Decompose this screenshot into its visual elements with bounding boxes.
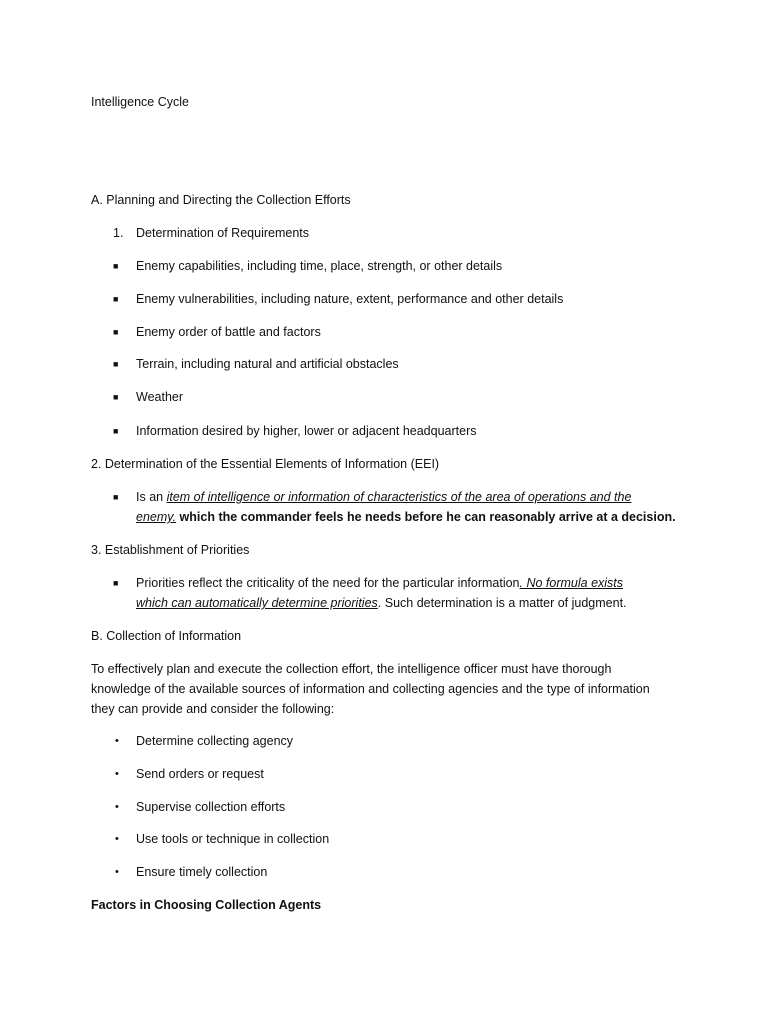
priorities-rest: . Such determination is a matter of judgment. [377, 596, 627, 610]
dot-bullet-icon: • [115, 768, 119, 780]
dot-bullet-icon: • [115, 801, 119, 813]
section-b-heading: B. Collection of Information [91, 629, 242, 643]
eei-emphasis-1: item of intelligence or information of characteristics of the area of operations and the [166, 490, 632, 504]
priorities-line-2 [136, 593, 627, 613]
dot-bullet-icon: • [115, 735, 119, 747]
requirement-item: Enemy capabilities, including time, place, strength, or other details [136, 259, 503, 273]
priorities-emphasis-1: . No formula exists [519, 576, 624, 590]
sub1-label: Determination of Requirements [136, 226, 309, 240]
eei-definition-line-2 [136, 507, 676, 527]
section-a-heading: A. Planning and Directing the Collection Efforts [91, 193, 351, 207]
document-title: Intelligence Cycle [91, 95, 189, 109]
collection-item: Determine collecting agency [136, 734, 294, 748]
collection-item: Use tools or technique in collection [136, 832, 330, 846]
priorities-line-1 [136, 573, 623, 593]
eei-prefix: Is an [136, 490, 167, 504]
section-b-paragraph-line-3: they can provide and consider the following: [91, 702, 335, 716]
square-bullet-icon: ■ [113, 294, 119, 304]
sub1-number: 1. [113, 226, 124, 240]
square-bullet-icon: ■ [113, 327, 119, 337]
priorities-emphasis-2: which can automatically determine priorities [136, 596, 378, 610]
dot-bullet-icon: • [115, 866, 119, 878]
priorities-prefix: Priorities reflect the criticality of the need for the particular information [136, 576, 520, 590]
requirement-item: Weather [136, 390, 184, 404]
requirement-item: Enemy vulnerabilities, including nature, extent, performance and other details [136, 292, 564, 306]
eei-definition-line-1 [136, 487, 631, 507]
requirement-item: Enemy order of battle and factors [136, 325, 321, 339]
square-bullet-icon: ■ [113, 261, 119, 271]
section-b-paragraph-line-1: To effectively plan and execute the collection effort, the intelligence officer must have thorough [91, 662, 612, 676]
square-bullet-icon: ■ [113, 359, 119, 369]
sub2-heading: 2. Determination of the Essential Elements of Information (EEI) [91, 457, 440, 471]
collection-item: Supervise collection efforts [136, 800, 286, 814]
square-bullet-icon: ■ [113, 426, 119, 436]
requirement-item: Information desired by higher, lower or adjacent headquarters [136, 424, 477, 438]
collection-item: Ensure timely collection [136, 865, 268, 879]
sub3-heading: 3. Establishment of Priorities [91, 543, 250, 557]
factors-heading: Factors in Choosing Collection Agents [91, 898, 322, 912]
square-bullet-icon: ■ [113, 492, 119, 502]
eei-rest: which the commander feels he needs before he can reasonably arrive at a decision. [176, 510, 676, 524]
square-bullet-icon: ■ [113, 578, 119, 588]
eei-emphasis-2: enemy. [136, 510, 177, 524]
square-bullet-icon: ■ [113, 392, 119, 402]
collection-item: Send orders or request [136, 767, 264, 781]
requirement-item: Terrain, including natural and artificial obstacles [136, 357, 399, 371]
dot-bullet-icon: • [115, 833, 119, 845]
section-b-paragraph-line-2: knowledge of the available sources of information and collecting agencies and the type of information [91, 682, 650, 696]
